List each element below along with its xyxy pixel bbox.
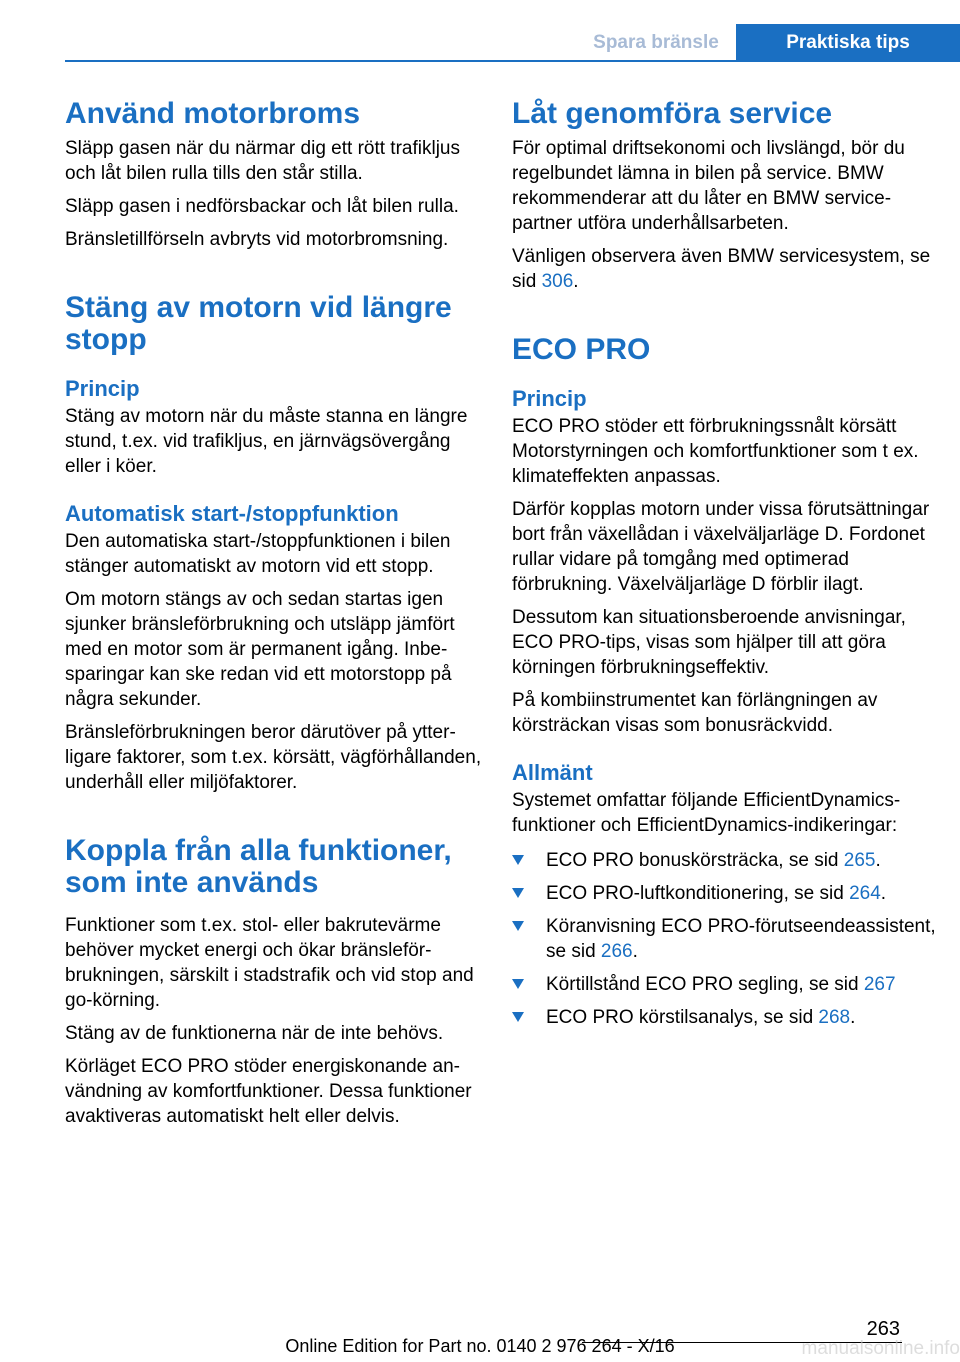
heading-koppla-fran: Koppla från alla funktioner, som inte används xyxy=(65,834,452,899)
paragraph: På kombiinstrumentet kan förlängningen av körsträckan visas som bonusräckvidd. xyxy=(512,690,878,736)
right-column xyxy=(512,98,936,1038)
page-reference-link[interactable]: 265 xyxy=(843,850,876,871)
paragraph: Systemet omfattar följande EfficientDynamics-funktioner och EfficientDynamics-indikeringar: xyxy=(512,790,901,836)
list-item: ECO PRO bonuskörsträcka, se sid 265. xyxy=(512,848,936,873)
paragraph: Vänligen observera även BMW servicesystem, se sid 306. xyxy=(512,246,931,292)
left-column xyxy=(65,98,485,1129)
page-reference-link[interactable]: 306 xyxy=(541,271,574,292)
paragraph: Därför kopplas motorn under vissa förutsättningar bort från växellådan i växelväljarläge D. Fordonet rullar vidare på tomgång med optimerad förbrukning. Växelväljarläge D förblir ilagt. xyxy=(512,499,930,595)
paragraph: Stäng av motorn när du måste stanna en längre stund, t.ex. vid trafikljus, en järnvägsövergång eller i köer. xyxy=(65,406,468,477)
tab-spara-bransle[interactable]: Spara bränsle xyxy=(593,32,719,53)
bullet-triangle-icon xyxy=(512,888,524,898)
bullet-triangle-icon xyxy=(512,979,524,989)
bullet-triangle-icon xyxy=(512,1012,524,1022)
subheading-princip: Princip xyxy=(65,376,140,401)
header-divider xyxy=(65,60,960,62)
page-reference-link[interactable]: 268 xyxy=(818,1007,851,1028)
paragraph: Dessutom kan situationsberoende anvisningar, ECO PRO-tips, visas som hjälper till att göra körningen förbrukningseffektiv. xyxy=(512,607,906,678)
list-item: ECO PRO körstilsanalys, se sid 268. xyxy=(512,1005,936,1030)
watermark: manualsonline.info xyxy=(801,1338,960,1359)
function-list xyxy=(512,848,936,1030)
heading-eco-pro: ECO PRO xyxy=(512,333,651,366)
subheading-automatisk-start-stopp: Automatisk start-/stoppfunktion xyxy=(65,501,399,526)
paragraph: ECO PRO stöder ett förbrukningssnålt körsätt Motorstyrningen och komfortfunktioner som t ex. klimateffekten anpassas. xyxy=(512,416,919,487)
page-header xyxy=(0,24,960,62)
paragraph: Körläget ECO PRO stöder energiskonande användning av komfortfunktioner. Dessa funktioner avaktiveras automatiskt helt eller delvis. xyxy=(65,1056,472,1127)
paragraph: Funktioner som t.ex. stol- eller bakrutevärme behöver mycket energi och ökar bränsleförbrukningen, särskilt i stadstrafik och vid stop and go-körning. xyxy=(65,915,474,1011)
page-reference-link[interactable]: 266 xyxy=(600,941,633,962)
list-item: Körtillstånd ECO PRO segling, se sid 267 xyxy=(512,972,936,997)
paragraph: För optimal driftsekonomi och livslängd, bör du regelbundet lämna in bilen på service. BMW rekommenderar att du låter en BMW servicepartner utföra underhållsarbeten. xyxy=(512,138,905,234)
list-item: Köranvisning ECO PRO-förutseendeassistent, se sid 266. xyxy=(512,914,936,964)
edition-line: Online Edition for Part no. 0140 2 976 264 - X/16 xyxy=(285,1336,675,1356)
paragraph: Bränsleförbrukningen beror därutöver på ytterligare faktorer, som t.ex. körsätt, vägförhållanden, underhåll eller miljöfaktorer. xyxy=(65,722,482,793)
bullet-triangle-icon xyxy=(512,855,524,865)
page-reference-link[interactable]: 267 xyxy=(863,974,896,995)
paragraph: Släpp gasen i nedförsbackar och låt bilen rulla. xyxy=(65,196,459,217)
paragraph: Den automatiska start-/stoppfunktionen i bilen stänger automatiskt av motorn vid ett stopp. xyxy=(65,531,451,577)
paragraph: Släpp gasen när du närmar dig ett rött trafikljus och låt bilen rulla tills den står stilla. xyxy=(65,138,460,184)
paragraph: Stäng av de funktionerna när de inte behövs. xyxy=(65,1023,444,1044)
subheading-allmant: Allmänt xyxy=(512,760,593,785)
heading-anvand-motorbroms: Använd motorbroms xyxy=(65,97,361,130)
page-number: 263 xyxy=(866,1318,900,1340)
bullet-triangle-icon xyxy=(512,921,524,931)
paragraph: Om motorn stängs av och sedan startas igen sjunker bränsleförbrukning och utsläpp jämfört med en motor som är permanent igång. Inbesparingar kan ske redan vid ett motorstopp på några sekunder. xyxy=(65,589,455,710)
list-item: ECO PRO-luftkonditionering, se sid 264. xyxy=(512,881,936,906)
page-reference-link[interactable]: 264 xyxy=(849,883,881,904)
heading-stang-av-motorn: Stäng av motorn vid längre stopp xyxy=(65,291,452,356)
heading-lat-genomfora-service: Låt genomföra service xyxy=(512,97,833,130)
subheading-princip: Princip xyxy=(512,386,587,411)
paragraph: Bränsletillförseln avbryts vid motorbromsning. xyxy=(65,229,449,250)
tab-praktiska-tips[interactable]: Praktiska tips xyxy=(736,24,960,62)
